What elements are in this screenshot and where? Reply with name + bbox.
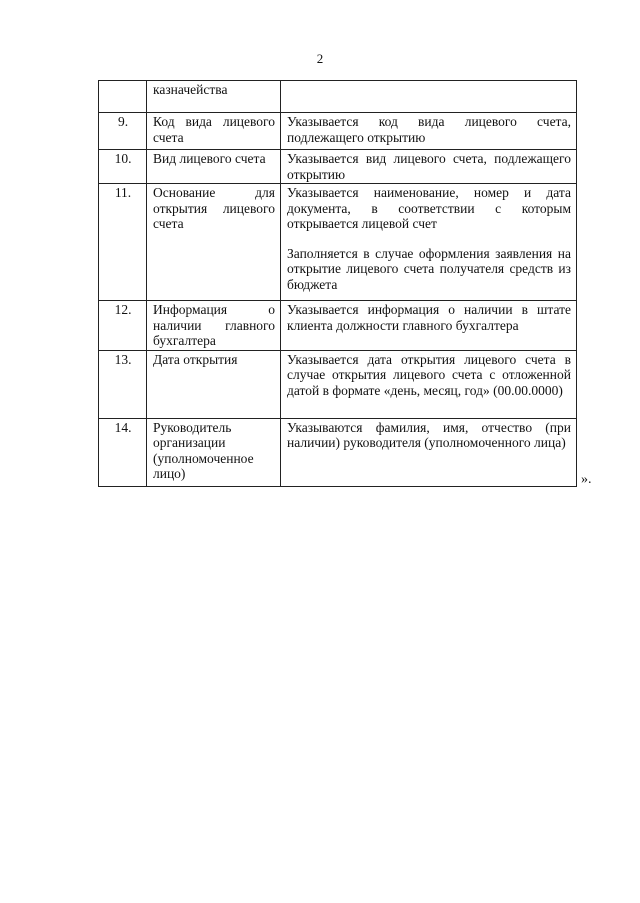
field-name: Руководитель организации (уполномоченное лицо) <box>147 418 281 486</box>
field-name: Код вида лицевого счета <box>147 113 281 150</box>
requisites-table <box>98 80 577 487</box>
field-description <box>281 81 577 113</box>
field-description <box>281 350 577 418</box>
field-name: Вид лицевого счета <box>147 150 281 184</box>
table-row <box>99 184 577 301</box>
table-row <box>99 150 577 184</box>
description-paragraph: Заполняется в случае оформления заявления на открытие лицевого счета получателя средств из бюджета <box>287 245 571 292</box>
row-number: 10. <box>99 150 147 184</box>
row-number: 14. <box>99 418 147 486</box>
field-description <box>281 184 577 301</box>
row-number: 11. <box>99 184 147 301</box>
field-name: казначейства <box>147 81 281 113</box>
description-paragraph: Указываются фамилия, имя, отчество (при наличии) руководителя (уполномоченного лица) <box>287 419 571 450</box>
field-description <box>281 418 577 486</box>
field-name: Основание для открытия лицевого счета <box>147 184 281 301</box>
field-name: Информация о наличии главного бухгалтера <box>147 301 281 351</box>
row-number: 12. <box>99 301 147 351</box>
page-number: 2 <box>316 51 324 66</box>
description-paragraph: Указывается код вида лицевого счета, подлежащего открытию <box>287 114 571 145</box>
row-number: 13. <box>99 350 147 418</box>
description-paragraph: Указывается дата открытия лицевого счета в случае открытия лицевого счета с отложенной датой в формате «день, месяц, год» (00.00.0000) <box>287 351 571 398</box>
description-paragraph: Указывается наименование, номер и дата документа, в соответствии с которым открывается лицевой счет <box>287 185 571 231</box>
description-paragraph: Указывается информация о наличии в штате клиента должности главного бухгалтера <box>287 302 571 333</box>
row-number <box>99 81 147 113</box>
row-number: 9. <box>99 113 147 150</box>
description-paragraph: Указывается вид лицевого счета, подлежащего открытию <box>287 151 571 182</box>
table-row <box>99 350 577 418</box>
field-description <box>281 113 577 150</box>
table-row <box>99 113 577 150</box>
field-name: Дата открытия <box>147 350 281 418</box>
paragraph-gap <box>287 232 571 246</box>
table-row <box>99 81 577 113</box>
table-row <box>99 301 577 351</box>
table-row <box>99 418 577 486</box>
closing-quote-mark: ». <box>581 472 592 487</box>
field-description <box>281 301 577 351</box>
field-description <box>281 150 577 184</box>
